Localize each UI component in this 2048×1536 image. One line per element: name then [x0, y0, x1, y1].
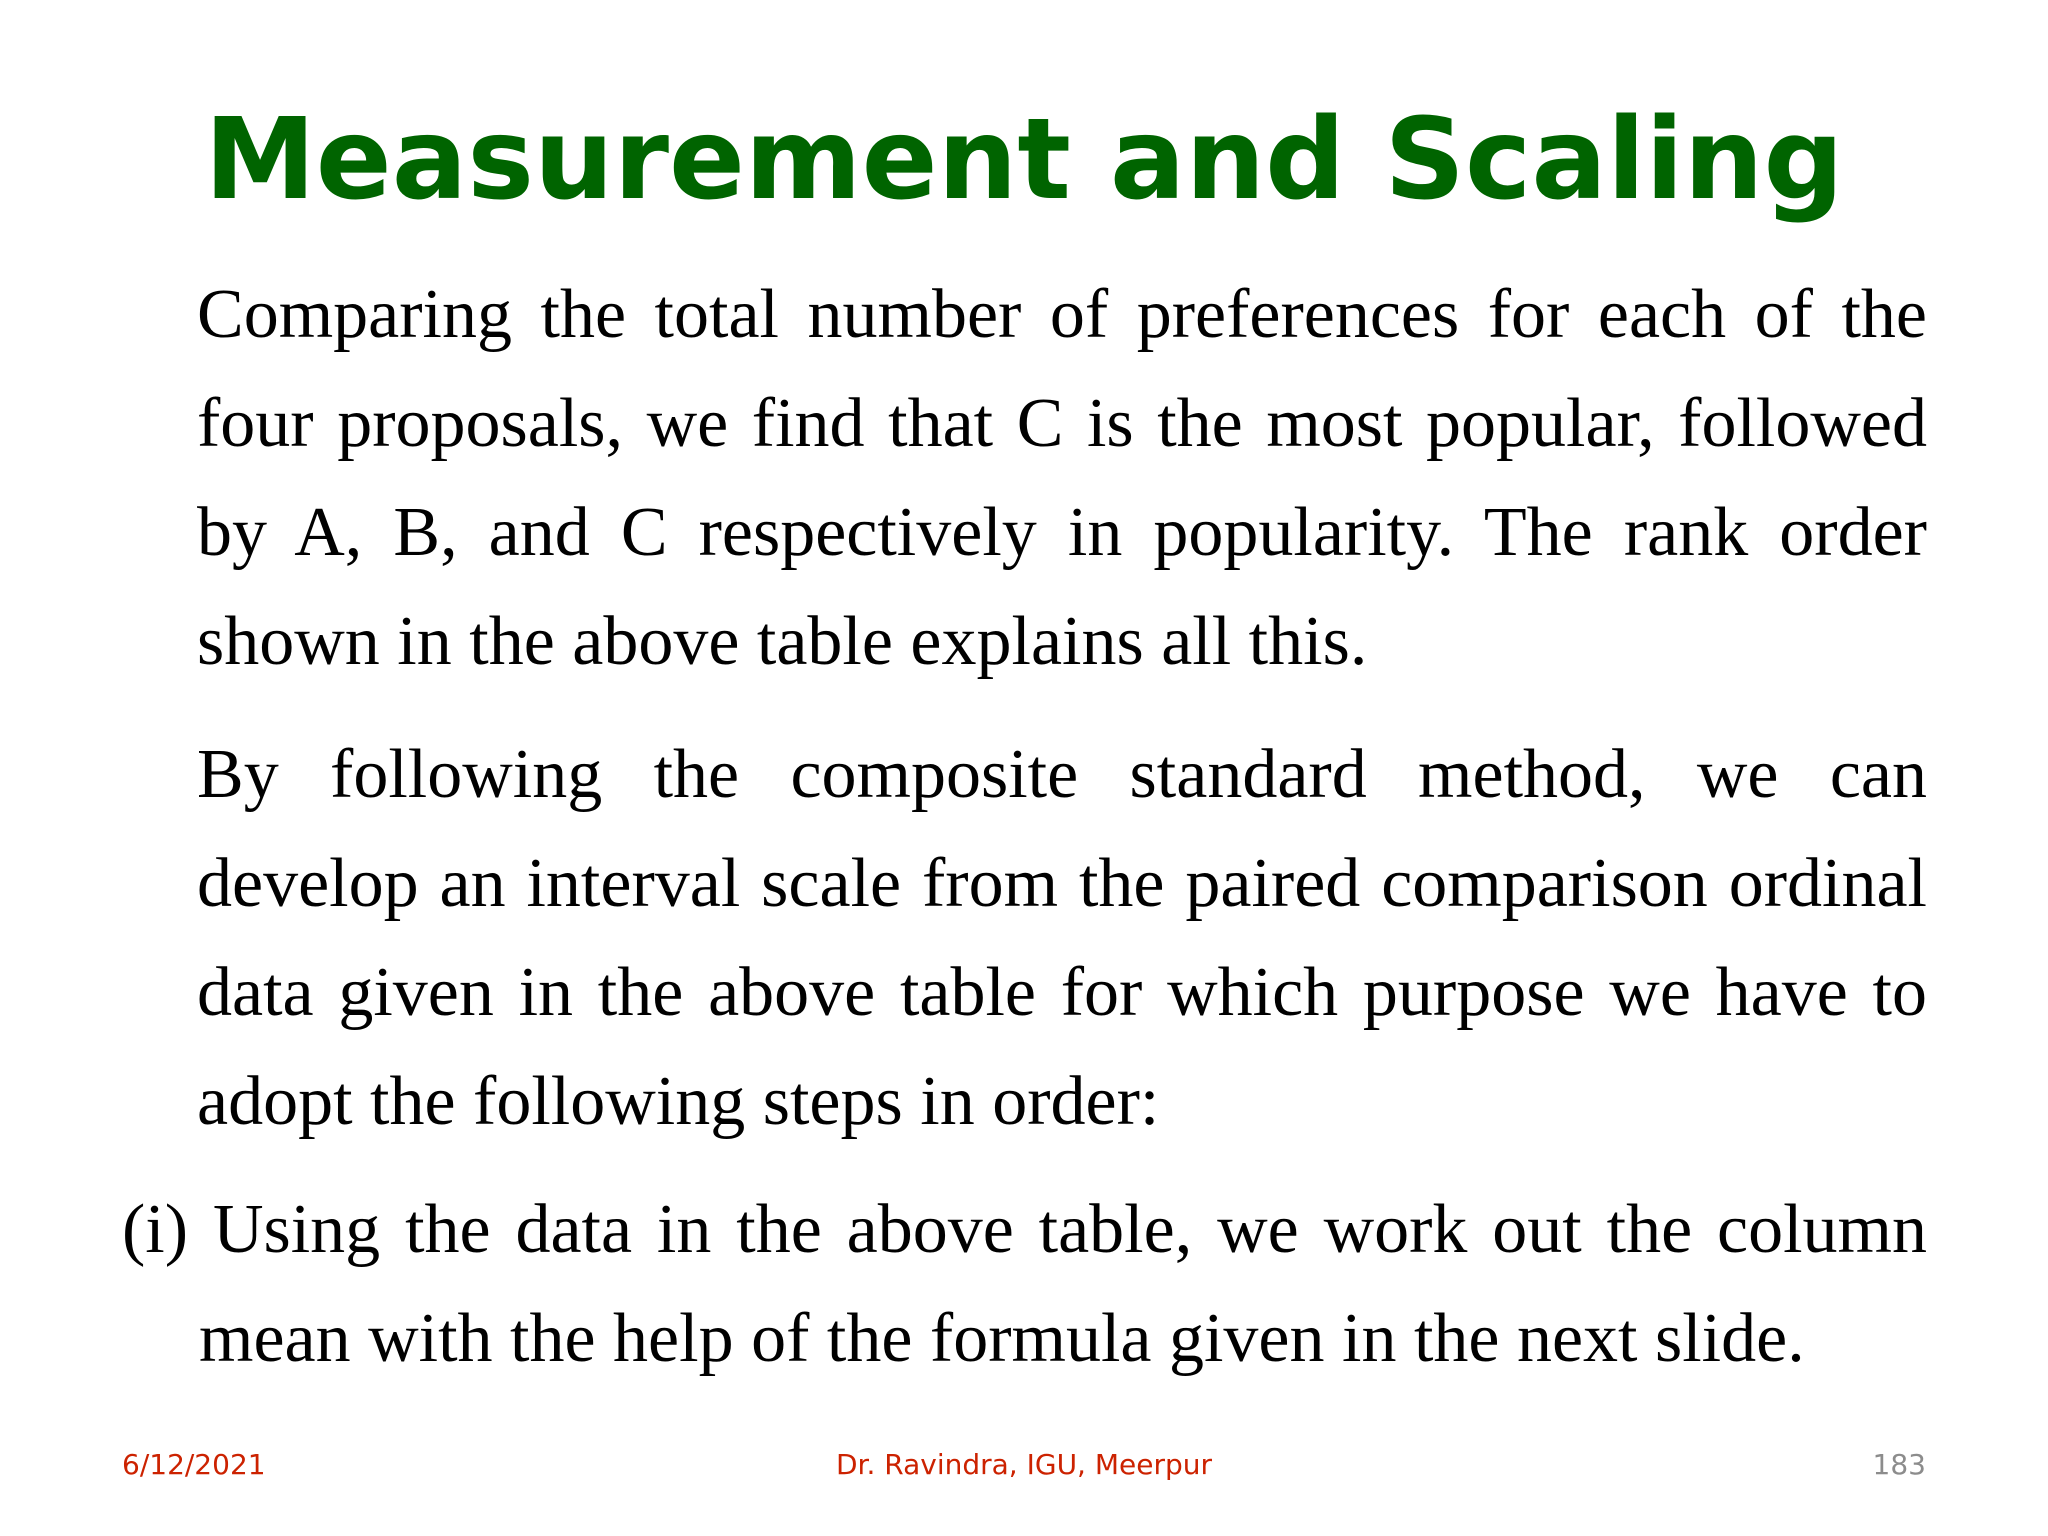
slide-title: Measurement and Scaling	[204, 95, 1844, 225]
paragraph-comparison: Comparing the total number of preferences for each of the four proposals, we find that C is the most popular, followed by A, B, and C respectively in popularity. The rank order shown in the above table explains all this.	[197, 276, 1927, 680]
paragraph-composite-standard: By following the composite standard method, we can develop an interval scale from the paired comparison ordinal data given in the above table for which purpose we have to adopt the following steps in order:	[197, 736, 1927, 1140]
footer-date: 6/12/2021	[122, 1448, 266, 1481]
footer-author: Dr. Ravindra, IGU, Meerpur	[835, 1448, 1213, 1481]
step-item-i: (i) Using the data in the above table, we work out the column mean with the help of the formula given in the next slide.	[122, 1191, 1927, 1377]
footer-page-number: 183	[1872, 1448, 1926, 1481]
